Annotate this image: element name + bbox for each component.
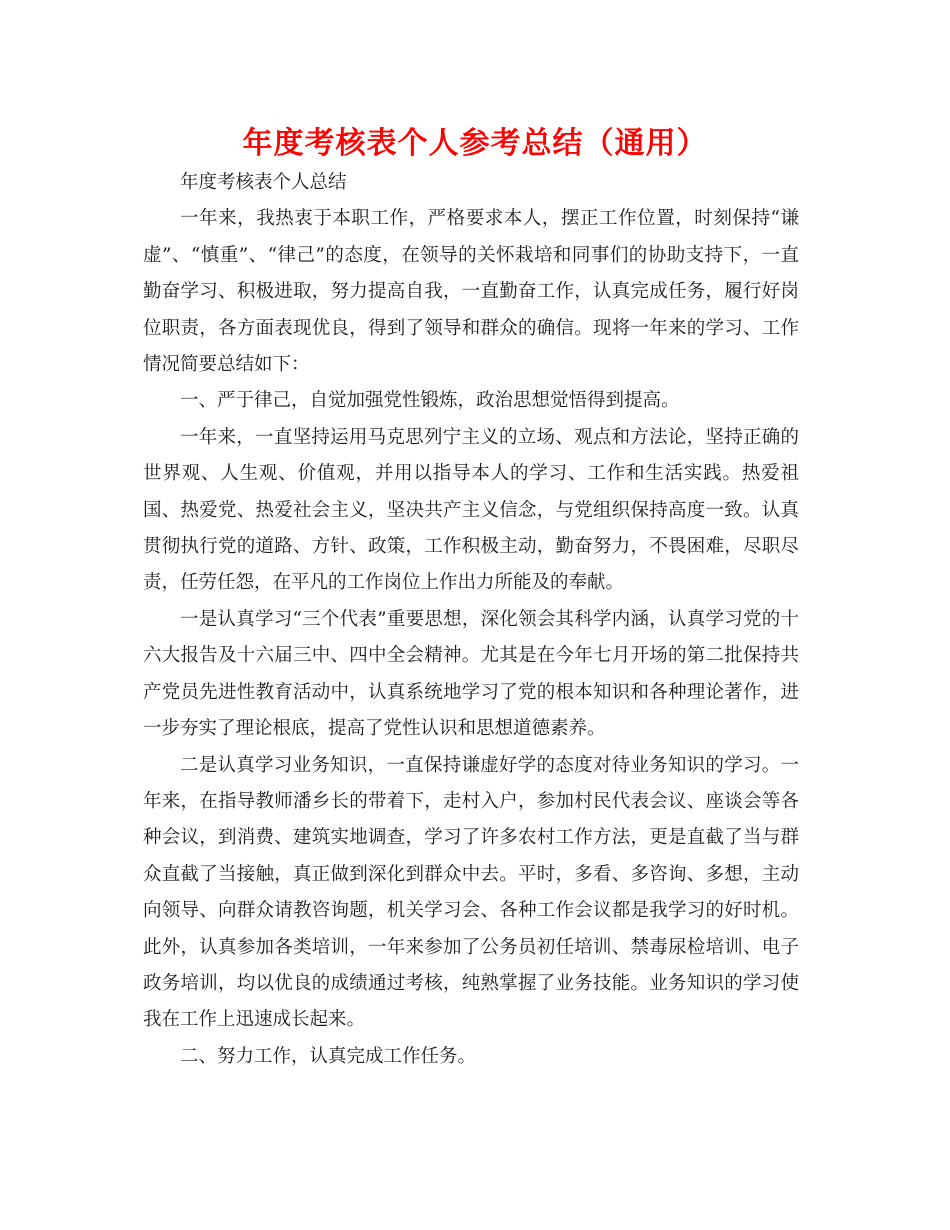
paragraph-theory-study: 一是认真学习“三个代表”重要思想，深化领会其科学内涵，认真学习党的十六大报告及十六届三中、四中全会精神。尤其是在今年七月开场的第二批保持共产党员先进性教育活动中，认真系统地学习了党的根本知识和各种理论著作，进一步夯实了理论根底，提高了党性认识和思想道德素养。 xyxy=(143,608,799,740)
paragraph-business-study: 二是认真学习业务知识，一直保持谦虚好学的态度对待业务知识的学习。一年来，在指导教师潘乡长的带着下，走村入户，参加村民代表会议、座谈会等各种会议，到消费、建筑实地调查，学习了许多农村工作方法，更是直截了当与群众直截了当接触，真正做到深化到群众中去。平时，多看、多咨询、多想，主动向领导、向群众请教咨询题，机关学习会、各种工作会议都是我学习的好时机。此外，认真参加各类培训，一年来参加了公务员初任培训、禁毒尿检培训、电子政务培训，均以优良的成绩通过考核，纯熟掌握了业务技能。业务知识的学习使我在工作上迅速成长起来。 xyxy=(143,754,799,1031)
paragraph-intro: 一年来，我热衷于本职工作，严格要求本人，摆正工作位置，时刻保持“谦虚”、“慎重”、“律己”的态度，在领导的关怀栽培和同事们的协助支持下，一直勤奋学习、积极进取，努力提高自我，一直勤奋工作，认真完成任务，履行好岗位职责，各方面表现优良，得到了领导和群众的确信。现将一年来的学习、工作情况简要总结如下： xyxy=(143,208,799,376)
paragraph-political: 一年来，一直坚持运用马克思列宁主义的立场、观点和方法论，坚持正确的世界观、人生观、价值观，并用以指导本人的学习、工作和生活实践。热爱祖国、热爱党、热爱社会主义，坚决共产主义信念，与党组织保持高度一致。认真贯彻执行党的道路、方针、政策，工作积极主动，勤奋努力，不畏困难，尽职尽责，任劳任怨，在平凡的工作岗位上作出力所能及的奉献。 xyxy=(143,426,799,594)
document-body xyxy=(143,165,799,1075)
section-heading-1: 一、严于律己，自觉加强党性锻炼，政治思想觉悟得到提高。 xyxy=(180,390,680,412)
paragraph-subtitle: 年度考核表个人总结 xyxy=(180,172,347,193)
section-heading-2: 二、努力工作，认真完成工作任务。 xyxy=(180,1045,477,1067)
document-title: 年度考核表个人参考总结（通用） xyxy=(242,126,708,161)
